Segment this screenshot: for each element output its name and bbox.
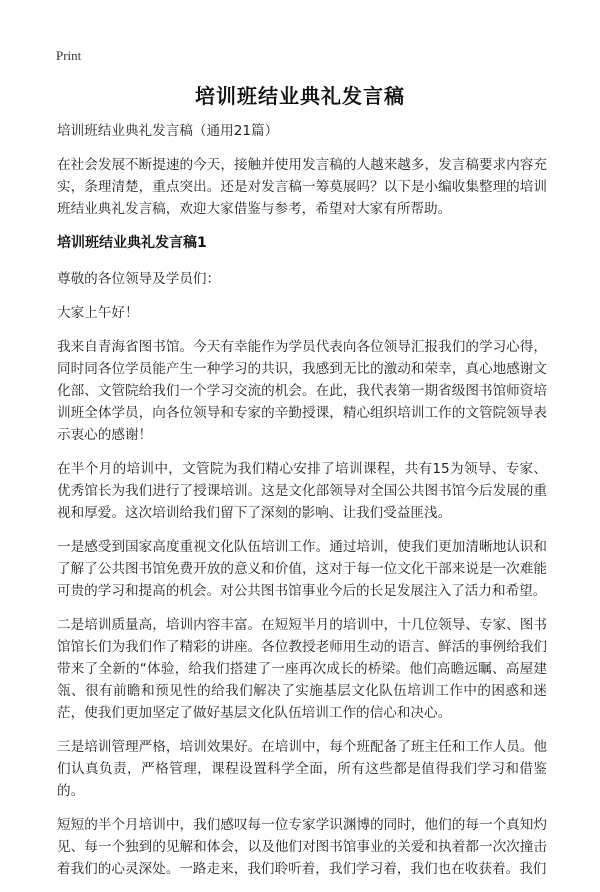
section-heading: 培训班结业典礼发言稿1	[57, 235, 207, 251]
salutation: 尊敬的各位领导及学员们：	[57, 271, 221, 287]
body-paragraph-4: 二是培训质量高，培训内容丰富。在短短半月的培训中，十几位领导、专家、图书馆馆长们为我们作了精彩的讲座。各位教授老师用生动的语言、鲜活的事例给我们带来了全新的“体验，给我们搭建了一座再次成长的桥梁。他们高瞻远瞩、高屋建瓴、很有前瞻和预见性的给我们解决了实施基层文化队伍培训工作中的困惑和迷茫，使我们更加坚定了做好基层文化队伍培训工作的信心和决心。	[57, 617, 547, 721]
greeting: 大家上午好！	[57, 305, 139, 321]
body-paragraph-3: 一是感受到国家高度重视文化队伍培训工作。通过培训，使我们更加清晰地认识和了解了公共图书馆免费开放的意义和价值，这对于每一位文化干部来说是一次难能可贵的学习和提高的机会。对公共图书馆事业今后的长足发展注入了活力和希望。	[57, 539, 547, 599]
document-title: 培训班结业典礼发言稿	[195, 84, 405, 108]
body-paragraph-1: 我来自青海省图书馆。今天有幸能作为学员代表向各位领导汇报我们的学习心得，同时同各位学员能产生一种学习的共识，我感到无比的激动和荣幸，真心地感谢文化部、文管院给我们一个学习交流的机会。在此，我代表第一期省级图书馆师资培训班全体学员，向各位领导和专家的辛勤授课，精心组织培训工作的文管院领导表示衷心的感谢！	[57, 339, 547, 443]
print-link[interactable]: Print	[56, 48, 82, 63]
body-paragraph-2: 在半个月的培训中，文管院为我们精心安排了培训课程，共有15为领导、专家、优秀馆长为我们进行了授课培训。这是文化部领导对全国公共图书馆今后发展的重视和厚爱。这次培训给我们留下了深刻的影响、让我们受益匪浅。	[57, 461, 547, 521]
intro-paragraph: 在社会发展不断提速的今天，接触并使用发言稿的人越来越多，发言稿要求内容充实，条理清楚，重点突出。还是对发言稿一筹莫展吗？以下是小编收集整理的培训班结业典礼发言稿，欢迎大家借鉴与参考，希望对大家有所帮助。	[57, 157, 547, 217]
document-subtitle: 培训班结业典礼发言稿（通用21篇）	[57, 123, 279, 139]
body-paragraph-5: 三是培训管理严格，培训效果好。在培训中，每个班配备了班主任和工作人员。他们认真负责，严格管理，课程设置科学全面，所有这些都是值得我们学习和借鉴的。	[57, 739, 547, 799]
document-body	[57, 120, 547, 892]
body-paragraph-6: 短短的半个月培训中，我们感叹每一位专家学识渊博的同时，他们的每一个真知灼见、每一个独到的见解和体会，以及他们对图书馆事业的关爱和执着都一次次撞击着我们的心灵深处。一路走来，我们聆听着，我们学习着，我们也在收获着。我们	[57, 817, 547, 877]
